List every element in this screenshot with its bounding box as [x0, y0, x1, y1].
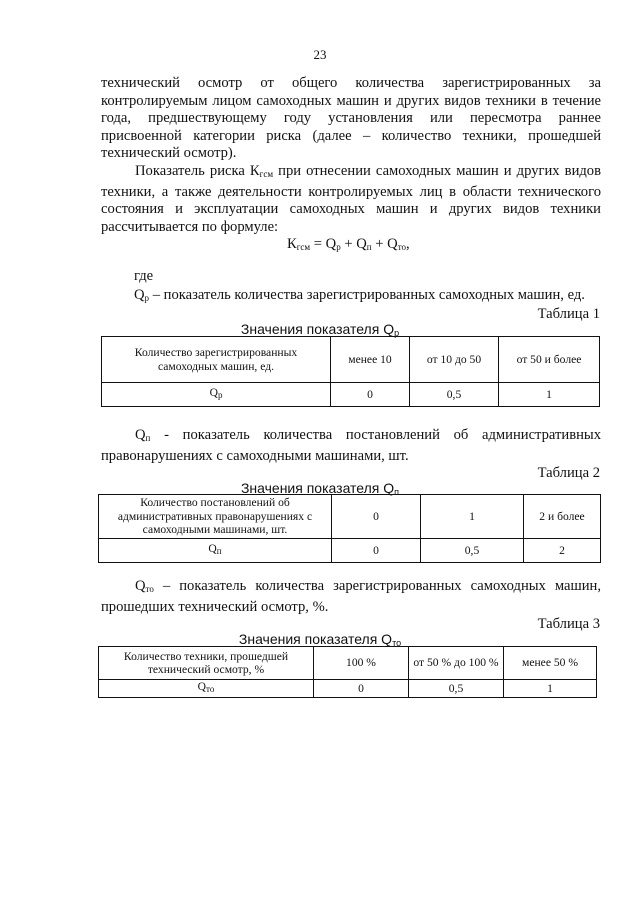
table-3-label: Таблица 3 [537, 616, 600, 632]
value-cell: 0,5 [421, 539, 524, 563]
paragraph-2 [101, 163, 601, 236]
value-cell: 0,5 [410, 383, 499, 407]
table-header-row [102, 337, 600, 383]
table-1-caption: Значения показателя $Q_р$ [240, 321, 400, 338]
header-cell: 0 [332, 495, 421, 539]
table-header-row [99, 647, 597, 680]
header-cell: от 10 до 50 [410, 337, 499, 383]
table-row [102, 383, 600, 407]
text-line: прошедших технический осмотр, %. [101, 598, 329, 615]
header-cell: менее 50 % [504, 647, 597, 680]
table-2-label: Таблица 2 [537, 465, 600, 481]
qn-definition [101, 427, 601, 465]
text-line: состояния и эксплуатации самоходных машин и других видов техники [101, 201, 601, 217]
text-line: технический осмотр от общего количества зарегистрированных за [101, 75, 601, 91]
header-cell: 2 и более [524, 495, 601, 539]
qp-definition: $Q_р$ – показатель количества зарегистрированных самоходных машин, ед. [134, 287, 585, 303]
value-cell: 0 [332, 539, 421, 563]
text-line: $Q_п$ - показатель количества постановлений об административных [135, 427, 601, 443]
header-cell: Количество постановлений об административных правонарушениях с самоходными машинами, шт. [99, 495, 332, 539]
qto-definition [101, 578, 601, 616]
text-line: контролируемым лицом самоходных машин и других видов техники в течение [101, 92, 601, 109]
table-1-label: Таблица 1 [537, 306, 600, 322]
table-3-caption: Значения показателя $Q_{то}$ [238, 631, 402, 648]
value-cell: 0 [314, 680, 409, 698]
table-header-row [99, 495, 601, 539]
value-cell: 2 [524, 539, 601, 563]
table-2 [98, 494, 601, 563]
text-line: присвоенной категории риска (далее – количество техники, прошедшей [101, 127, 601, 144]
value-cell: 1 [499, 383, 600, 407]
text-line: правонарушениях с самоходными машинами, шт. [101, 447, 409, 464]
header-cell: 100 % [314, 647, 409, 680]
table-row [99, 539, 601, 563]
header-cell: менее 10 [331, 337, 410, 383]
table-1 [101, 336, 600, 407]
header-cell: Количество техники, прошедшей технический осмотр, % [99, 647, 314, 680]
table-row [99, 680, 597, 698]
table-2-caption: Значения показателя $Q_п$ [240, 480, 400, 497]
header-cell: от 50 и более [499, 337, 600, 383]
formula: $К_{гсм} = Q_р + Q_п + Q_{то}$, [287, 236, 410, 252]
paragraph-1 [101, 75, 601, 163]
header-cell: от 50 % до 100 % [409, 647, 504, 680]
text-line: Показатель риска $К_{гсм}$ при отнесении самоходных машин и других видов [135, 163, 601, 179]
header-cell: 1 [421, 495, 524, 539]
value-cell: 0 [331, 383, 410, 407]
value-cell: 1 [504, 680, 597, 698]
text-line: техники, а также деятельности контролируемых лиц в области технического [101, 183, 601, 200]
text-line: рассчитывается по формуле: [101, 218, 279, 235]
where-label: где [134, 268, 154, 284]
row-label-cell: $Q_{то}$ [99, 680, 314, 698]
table-3 [98, 646, 597, 698]
header-cell: Количество зарегистрированных самоходных машин, ед. [102, 337, 331, 383]
text-line: $Q_{то}$ – показатель количества зарегистрированных самоходных машин, [135, 578, 601, 594]
page-number: 23 [313, 47, 327, 62]
row-label-cell: $Q_п$ [99, 539, 332, 563]
text-line: года, предшествующему году установления или пересмотра раннее [101, 110, 601, 126]
row-label-cell: $Q_р$ [102, 383, 331, 407]
text-line: технический осмотр). [101, 145, 237, 161]
value-cell: 0,5 [409, 680, 504, 698]
